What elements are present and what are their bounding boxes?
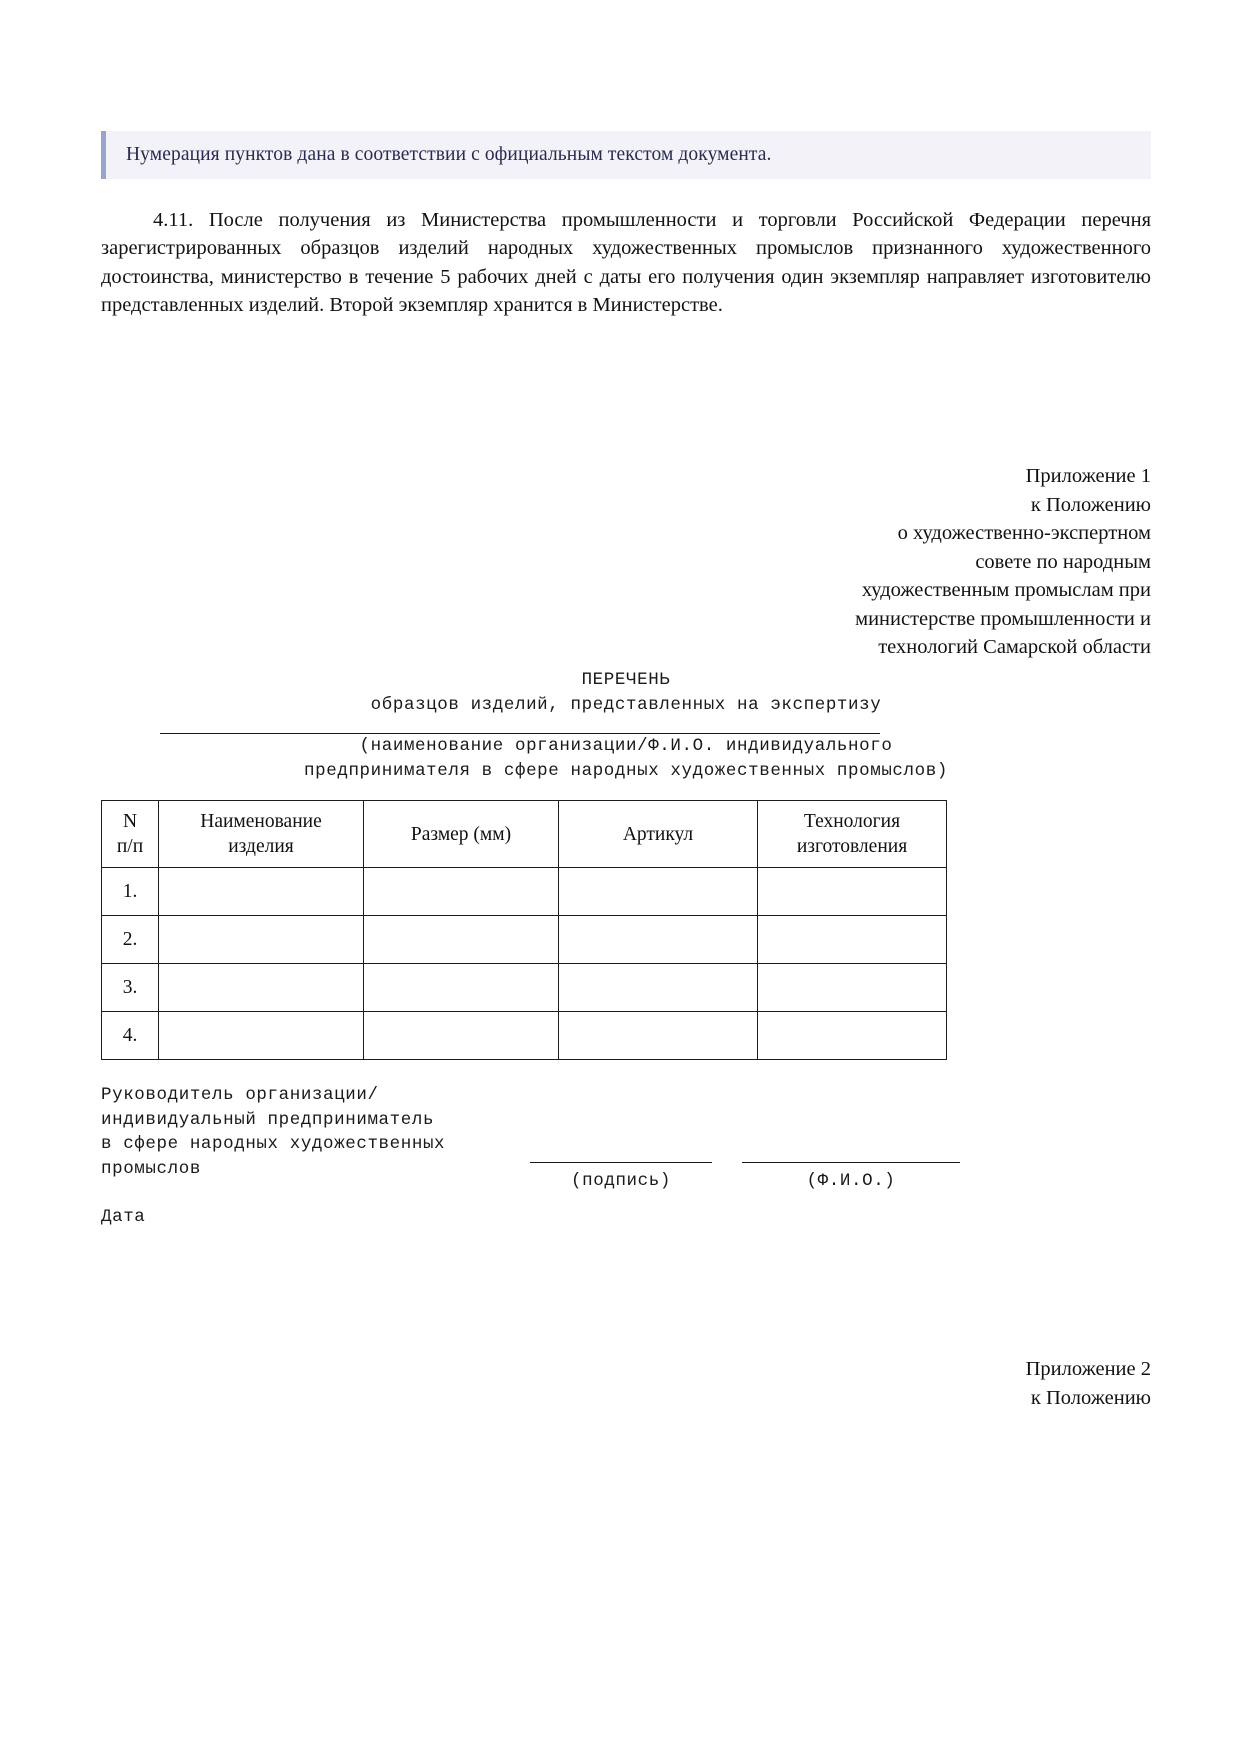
table-cell-article[interactable] (559, 1012, 758, 1060)
table-header-name (159, 801, 364, 868)
table-cell-size[interactable] (364, 964, 559, 1012)
table-cell-article[interactable] (559, 916, 758, 964)
table-cell-number: 4. (102, 1012, 159, 1060)
signatory-role-block (101, 1083, 445, 1181)
signatory-role-line-4: промыслов (101, 1158, 201, 1179)
perechen-caption-line-2: предпринимателя в сфере народных художественных промыслов) (304, 760, 948, 781)
signatory-role-line-2: индивидуальный предприниматель (101, 1109, 435, 1130)
signatory-role-line-3: в сфере народных художественных (101, 1134, 446, 1154)
appendix-1-line-5: художественным промыслам при (861, 579, 1151, 601)
signature-lines (530, 1162, 960, 1202)
appendix-1-line-6: министерстве промышленности и (855, 607, 1151, 630)
paragraph-4-11: 4.11. После получения из Министерства промышленности и торговли Российской Федерации перечня зарегистрированных образцов изделий народных художественных промыслов признанного художественного достоинства, министерство в течение 5 рабочих дней с даты его получения один экземпляр направляет изготовителю представленных изделий. Второй экземпляр хранится в Министерстве. (101, 209, 1151, 317)
table-row (102, 868, 947, 916)
table-cell-name[interactable] (159, 964, 364, 1012)
appendix-1-line-2: к Положению (1030, 493, 1151, 516)
table-header-number-line-1: N (122, 811, 138, 832)
table-header-name-line-2: изделия (228, 836, 294, 857)
samples-table (101, 800, 947, 1060)
table-cell-name[interactable] (159, 868, 364, 916)
table-header-row (102, 801, 947, 868)
table-cell-number: 2. (102, 916, 159, 964)
appendix-1-line-1: Приложение 1 (1025, 465, 1151, 487)
table-header-technology-line-1: Технология (803, 811, 901, 832)
appendix-2-line-2: к Положению (1030, 1386, 1151, 1409)
signature-rule[interactable] (530, 1162, 712, 1163)
fio-rule[interactable] (742, 1162, 960, 1163)
perechen-subtitle-text: образцов изделий, представленных на экспертизу (370, 694, 882, 715)
table-cell-size[interactable] (364, 916, 559, 964)
perechen-title-text: ПЕРЕЧЕНЬ (581, 670, 671, 690)
table-header-name-line-1: Наименование (200, 811, 322, 832)
fio-caption: (Ф.И.О.) (806, 1171, 896, 1191)
table-row (102, 916, 947, 964)
table-cell-number: 3. (102, 964, 159, 1012)
table-header-technology (758, 801, 947, 868)
appendix-1-line-3: о художественно-экспертном (897, 522, 1151, 544)
table-header-technology-line-2: изготовления (796, 836, 908, 857)
table-row (102, 1012, 947, 1060)
table-cell-technology[interactable] (758, 916, 947, 964)
perechen-heading (101, 668, 1151, 717)
date-label: Дата (101, 1207, 146, 1227)
table-cell-size[interactable] (364, 868, 559, 916)
table-cell-technology[interactable] (758, 964, 947, 1012)
perechen-caption-line-1: (наименование организации/Ф.И.О. индивидуального (359, 736, 893, 756)
table-cell-name[interactable] (159, 1012, 364, 1060)
appendix-1-line-4: совете по народным (975, 550, 1151, 573)
fio-slot (742, 1162, 960, 1192)
appendix-1-line-7: технологий Самарской области (878, 636, 1151, 658)
table-cell-technology[interactable] (758, 1012, 947, 1060)
table-cell-article[interactable] (559, 868, 758, 916)
table-cell-number: 1. (102, 868, 159, 916)
table-header-number (102, 801, 159, 868)
table-header-size-line-1: Размер (мм) (410, 823, 512, 845)
signature-slot (530, 1162, 712, 1192)
notice-banner-text: Нумерация пунктов дана в соответствии с официальным текстом документа. (126, 144, 772, 166)
table-header-number-line-2: п/п (116, 836, 144, 857)
table-cell-article[interactable] (559, 964, 758, 1012)
table-header-size (364, 801, 559, 868)
appendix-2-block (591, 1355, 1151, 1412)
appendix-2-line-1: Приложение 2 (1025, 1358, 1151, 1380)
table-cell-technology[interactable] (758, 868, 947, 916)
perechen-caption (101, 734, 1151, 783)
table-cell-name[interactable] (159, 916, 364, 964)
appendix-1-block (591, 462, 1151, 662)
notice-banner (101, 131, 1151, 179)
table-cell-size[interactable] (364, 1012, 559, 1060)
signature-caption: (подпись) (571, 1171, 671, 1191)
table-row (102, 964, 947, 1012)
table-header-article-line-1: Артикул (622, 823, 694, 845)
signatory-role-line-1: Руководитель организации/ (101, 1085, 379, 1105)
table-header-article (559, 801, 758, 868)
